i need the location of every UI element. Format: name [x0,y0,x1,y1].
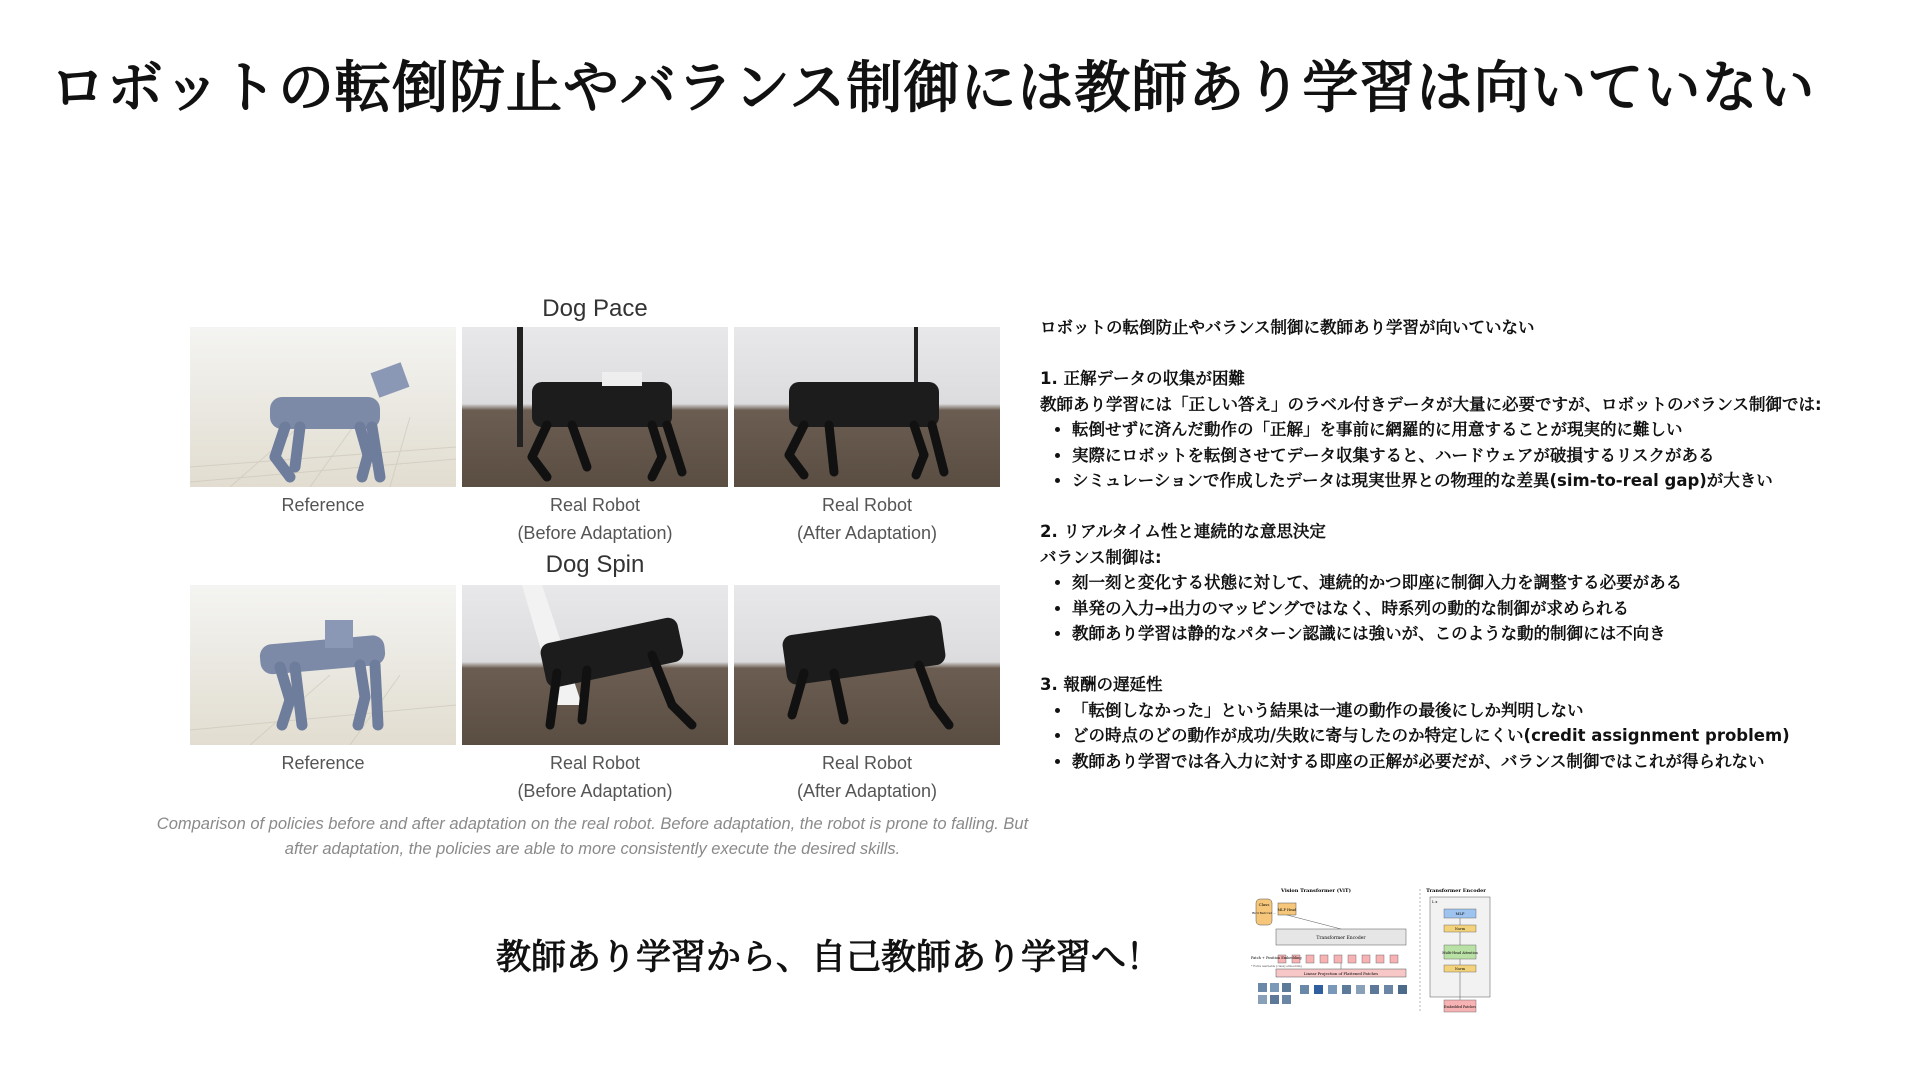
list-item: • 刻一刻と変化する状態に対して、連続的かつ即座に制御入力を調整する必要がある [1072,570,1860,596]
explanation-text [1040,315,1860,774]
section-3-title: 3. 報酬の遅延性 [1040,675,1163,694]
figure-caption: Comparison of policies before and after adaptation on the real robot. Before adaptation, the robot is prone to falling. But after adaptation, the policies are able to more consistently execute the desired skills. [156,815,1029,858]
section-2-list [1040,570,1860,647]
row-title-dog-pace: Dog Pace [542,295,648,322]
panel-spin-after [734,585,1000,745]
list-item: • シミュレーションで作成したデータは現実世界との物理的な差異(sim-to-real gap)が大きい [1072,468,1860,494]
real-robot-spin-before-image [462,585,728,745]
mlp-head-label: MLP Head [1277,908,1297,912]
list-item: • どの時点のどの動作が成功/失敗に寄与したのか特定しにくい(credit assignment problem) [1072,723,1860,749]
label-spin-reference: Reference [281,753,365,773]
section-1-list [1040,417,1860,494]
slide-title: ロボットの転倒防止やバランス制御には教師あり学習は向いていない [50,56,1816,121]
class-label: Class [1258,902,1270,907]
mlp-label: MLP [1455,911,1465,916]
vit-right-title: Transformer Encoder [1426,888,1486,894]
section-1-intro: 教師あり学習には「正しい答え」のラベル付きデータが大量に必要ですが、ロボットのバランス制御では: [1040,394,1822,414]
sim-robot-pace-image [190,327,456,487]
label-spin-before: Real Robot (Before Adaptation) [517,753,673,801]
label-pace-after: Real Robot (After Adaptation) [796,495,938,543]
robot-comparison-figure [190,295,1000,805]
real-robot-spin-after-image [734,585,1000,745]
row-title-dog-spin: Dog Spin [545,551,645,578]
class-sub: Bird Ball Car ... [1252,911,1276,915]
label-pace-reference: Reference [281,495,365,515]
bottom-message: 教師あり学習から、自己教師あり学習へ！ [496,938,1162,978]
section-2-intro: バランス制御は: [1040,547,1162,567]
embedding-sub: * Extra learnable [class] embedding [1251,964,1303,968]
norm-label-2: Norm [1454,967,1466,971]
vit-left-title: Vision Transformer (ViT) [1281,888,1351,894]
norm-label-1: Norm [1454,927,1466,931]
list-item: • 転倒せずに済んだ動作の「正解」を事前に網羅的に用意することが現実的に難しい [1072,417,1860,443]
lx-label: L x [1432,900,1438,904]
linear-projection-label: Linear Projection of Flattened Patches [1303,971,1379,976]
real-robot-pace-before-image [462,327,728,487]
list-item: • 「転倒しなかった」という結果は一連の動作の最後にしか判明しない [1072,698,1860,724]
vit-diagram-svg [1248,885,1498,1015]
list-item: • 教師あり学習では各入力に対する即座の正解が必要だが、バランス制御ではこれが得られない [1072,749,1860,775]
attention-label: Multi-Head Attention [1442,951,1478,955]
list-item: • 教師あり学習は静的なパターン認識には強いが、このような動的制御には不向き [1072,621,1860,647]
section-1-title: 1. 正解データの収集が困難 [1040,369,1245,388]
sim-robot-spin-image [190,585,456,745]
list-item: • 単発の入力→出力のマッピングではなく、時系列の動的な制御が求められる [1072,596,1860,622]
label-spin-after: Real Robot (After Adaptation) [796,753,938,801]
list-item: • 実際にロボットを転倒させてデータ収集すると、ハードウェアが破損するリスクがある [1072,443,1860,469]
embedded-patches-label: Embedded Patches [1444,1005,1476,1009]
panel-pace-after [734,327,1000,487]
panel-pace-reference [190,327,456,487]
real-robot-pace-after-image [734,327,1000,487]
explanation-heading: ロボットの転倒防止やバランス制御に教師あり学習が向いていない [1040,318,1535,337]
panel-spin-before [462,585,728,745]
vit-architecture-diagram [1248,885,1498,1015]
section-3-list [1040,698,1860,775]
embedding-label: Patch + Position Embedding [1251,956,1302,960]
label-pace-before: Real Robot (Before Adaptation) [517,495,673,543]
transformer-encoder-label: Transformer Encoder [1316,936,1366,941]
panel-pace-before [462,327,728,487]
panel-spin-reference [190,585,456,745]
section-2-title: 2. リアルタイム性と連続的な意思決定 [1040,522,1326,541]
